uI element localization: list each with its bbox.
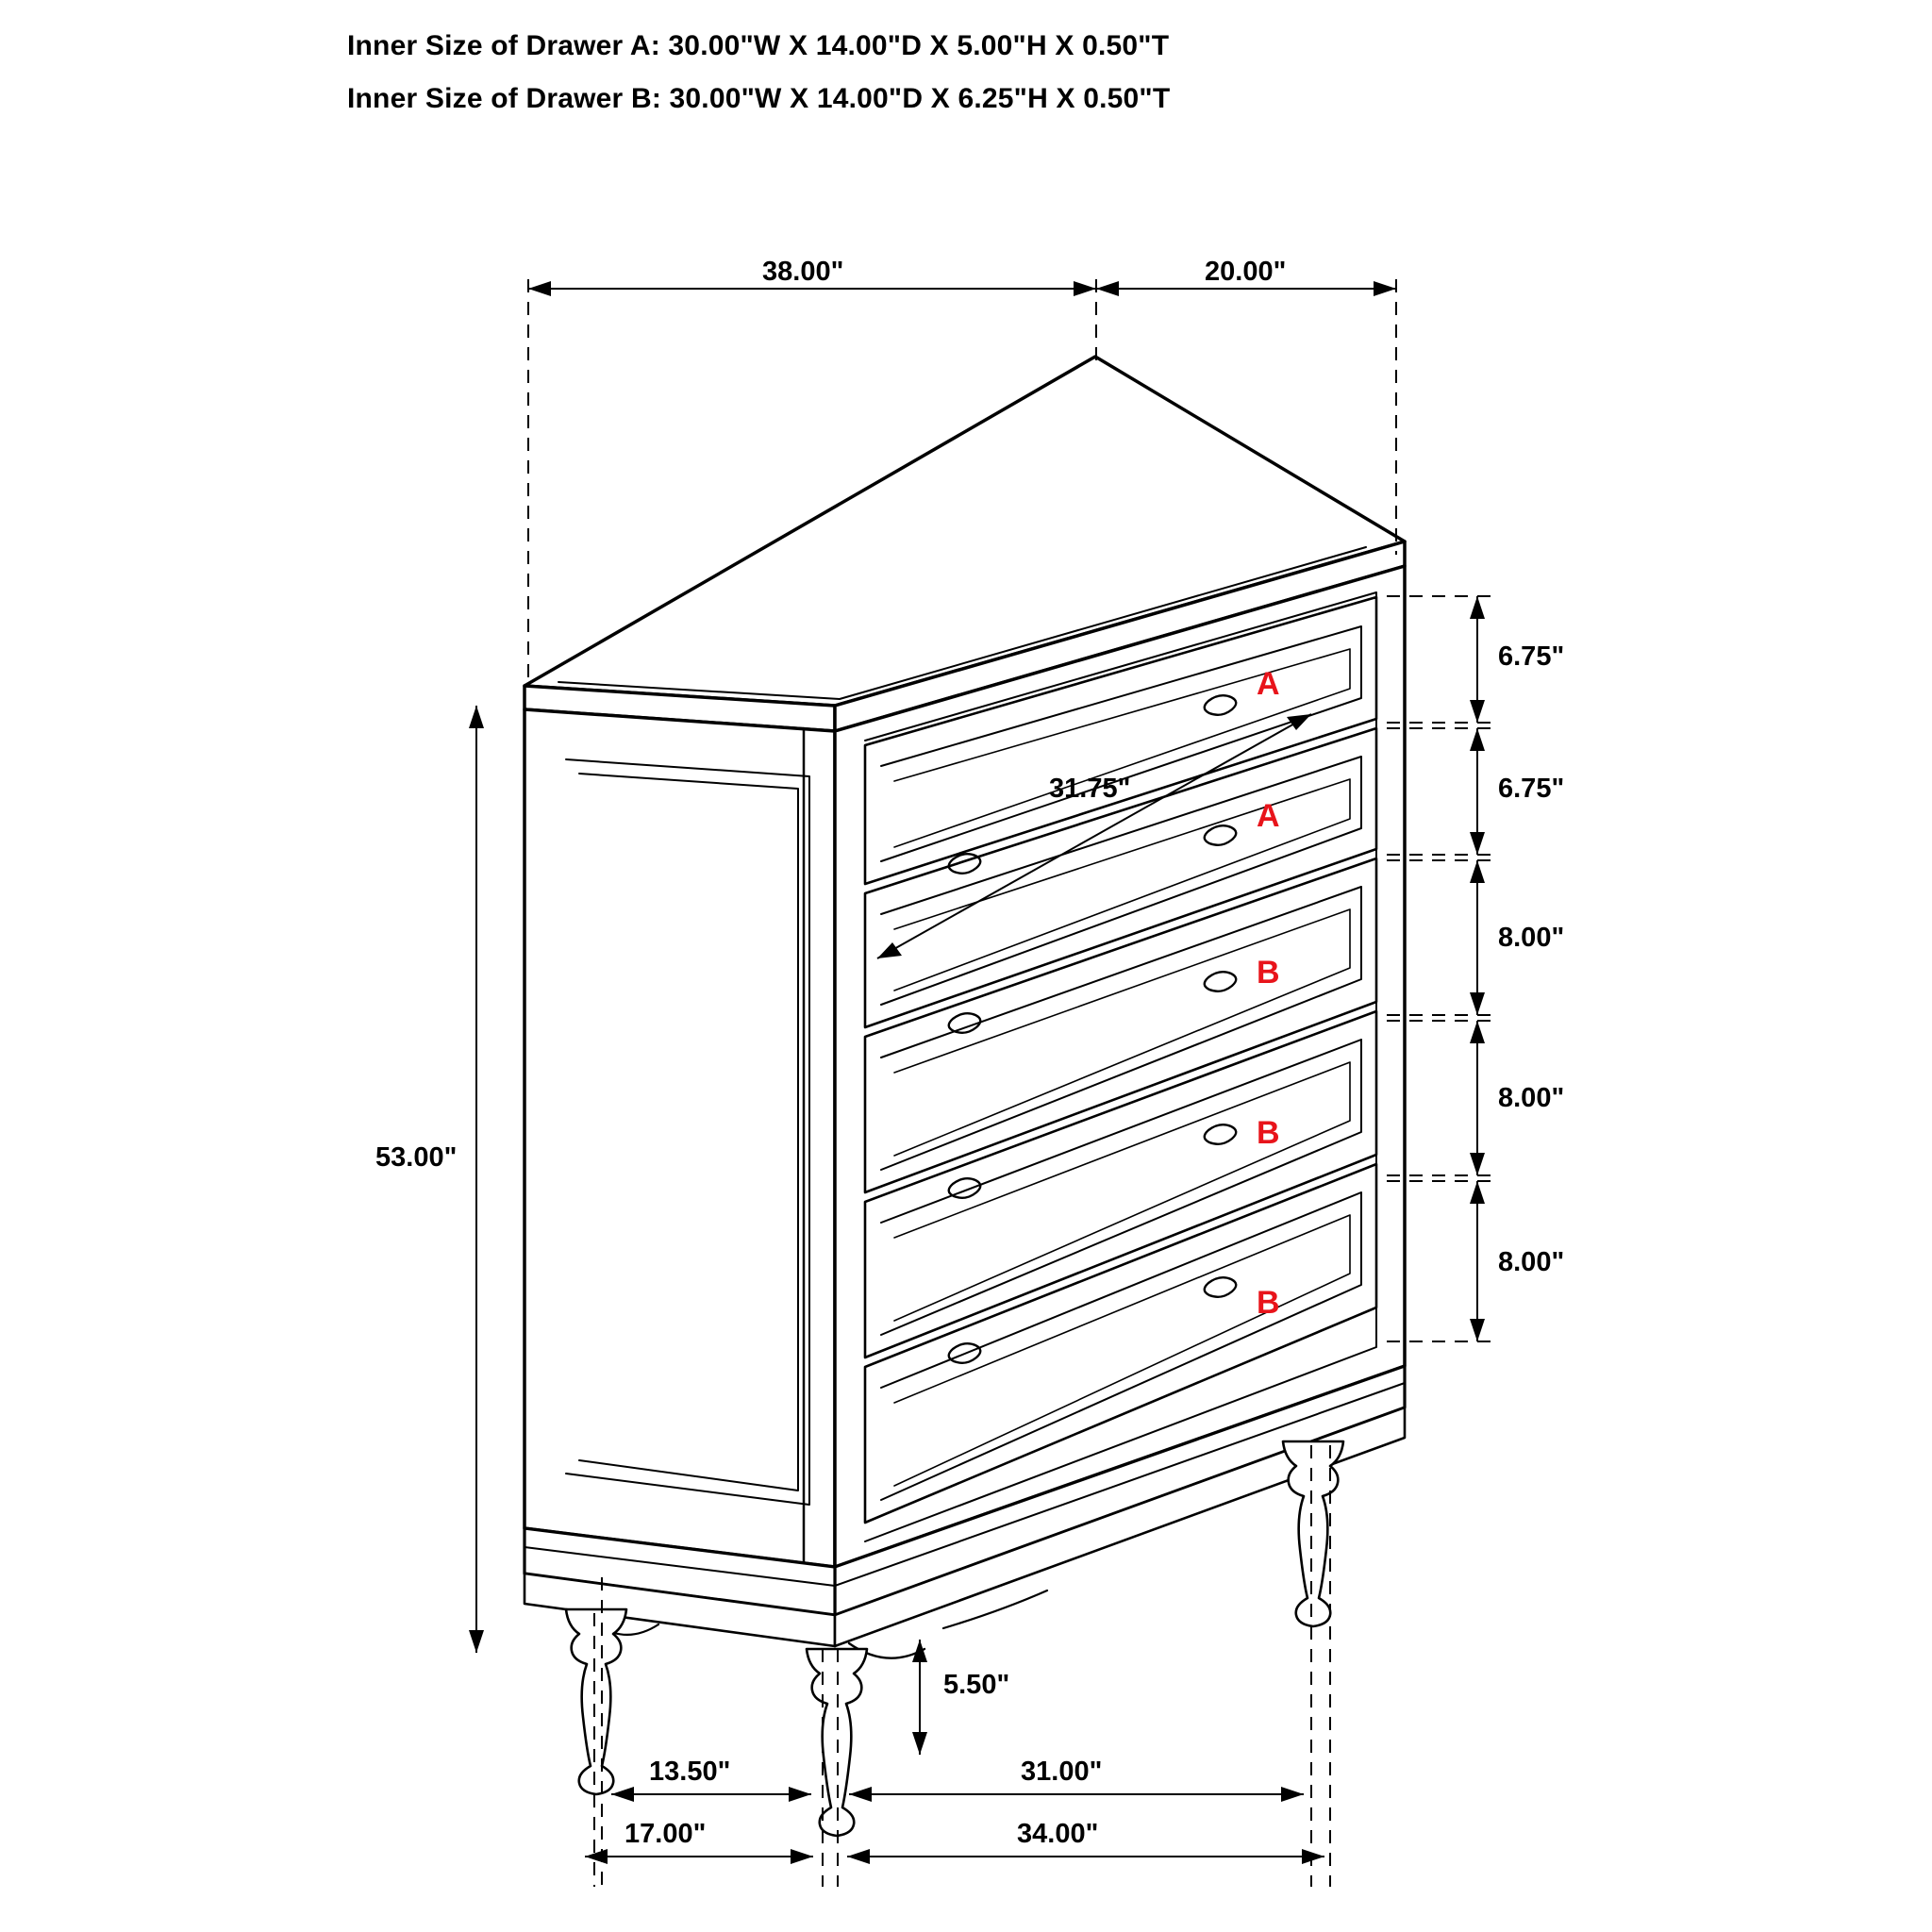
- drawer-label-5: B: [1257, 1285, 1280, 1321]
- label-leg-height: 5.50": [943, 1670, 1010, 1700]
- dim-lines-drawer-heights: [1470, 596, 1485, 1341]
- dim-line-foot-inset-left: [611, 1787, 811, 1802]
- drawer-label-1: A: [1257, 666, 1280, 702]
- drawer-label-2: A: [1257, 798, 1280, 834]
- label-foot-span-right: 31.00": [1021, 1757, 1103, 1787]
- label-drawer-width: 31.75": [1049, 774, 1131, 804]
- label-top-width: 38.00": [762, 257, 844, 287]
- dim-line-foot-span-right: [849, 1787, 1304, 1802]
- label-overall-height: 53.00": [375, 1142, 458, 1173]
- dim-line-base-right: [847, 1849, 1324, 1864]
- drawer-label-4: B: [1257, 1115, 1280, 1151]
- label-drawer-height-2: 6.75": [1498, 774, 1565, 804]
- label-drawer-height-4: 8.00": [1498, 1083, 1565, 1113]
- label-drawer-height-5: 8.00": [1498, 1247, 1565, 1277]
- label-foot-inset-left: 13.50": [649, 1757, 731, 1787]
- chest-left-side-panel: [525, 709, 835, 1567]
- label-base-right: 34.00": [1017, 1819, 1099, 1849]
- label-drawer-height-1: 6.75": [1498, 641, 1565, 672]
- label-top-depth: 20.00": [1205, 257, 1287, 287]
- note-drawer-b: Inner Size of Drawer B: 30.00"W X 14.00"D X 6.25"H X 0.50"T: [347, 83, 1171, 114]
- dim-line-leg-height: [912, 1640, 927, 1755]
- note-drawer-a: Inner Size of Drawer A: 30.00"W X 14.00"D X 5.00"H X 0.50"T: [347, 30, 1170, 61]
- drawer-label-3: B: [1257, 955, 1280, 991]
- label-base-left: 17.00": [625, 1819, 707, 1849]
- label-drawer-height-3: 8.00": [1498, 923, 1565, 953]
- dim-line-overall-height: [469, 706, 484, 1653]
- dim-line-base-left: [585, 1849, 813, 1864]
